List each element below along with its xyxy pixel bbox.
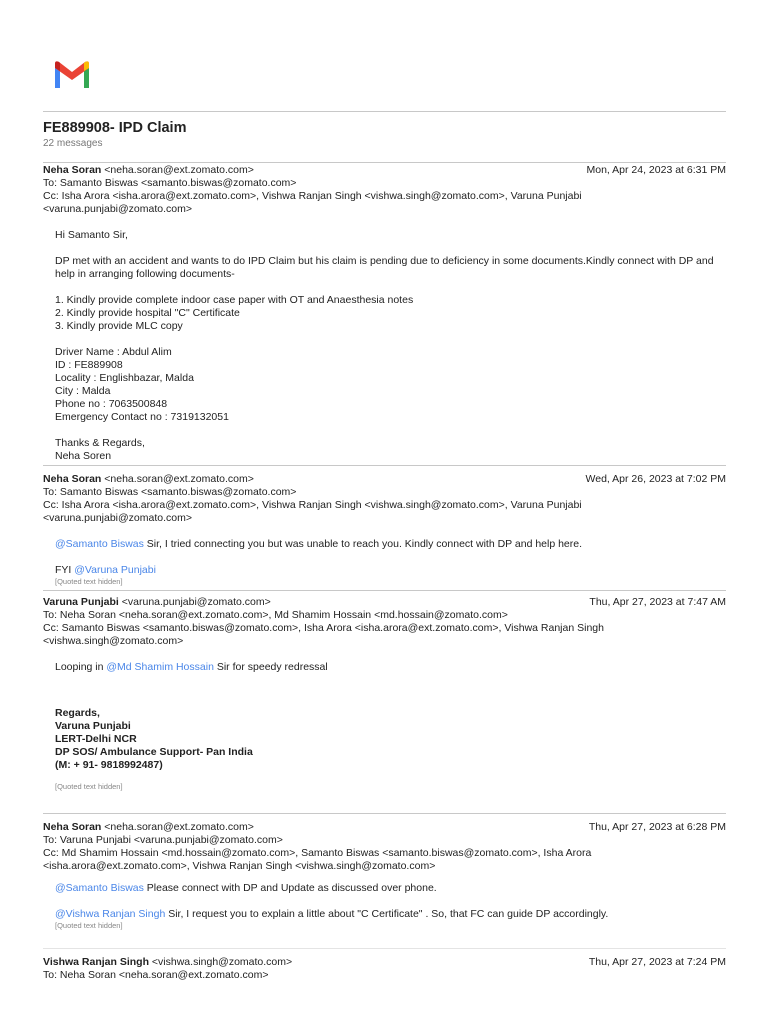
message-divider [43, 813, 726, 814]
quoted-text-toggle[interactable]: [Quoted text hidden] [55, 921, 123, 930]
cc-line: Cc: Isha Arora <isha.arora@ext.zomato.com>, Vishwa Ranjan Singh <vishwa.singh@zomato.com>, Varuna Punjabi <varuna.punjabi@zomato.com> [43, 190, 582, 215]
body-line: help in arranging following documents- [55, 268, 235, 280]
to-line: To: Neha Soran <neha.soran@ext.zomato.com>, Md Shamim Hossain <md.hossain@zomato.com> [43, 609, 508, 621]
body-line: 3. Kindly provide MLC copy [55, 320, 183, 332]
mention-link[interactable]: @Vishwa Ranjan Singh [55, 908, 166, 920]
message-divider [43, 590, 726, 591]
message-date: Wed, Apr 26, 2023 at 7:02 PM [585, 473, 726, 485]
mention-link[interactable]: @Md Shamim Hossain [106, 661, 214, 673]
sender-email: <neha.soran@ext.zomato.com> [104, 164, 254, 176]
message-header [43, 164, 726, 177]
message-divider [43, 948, 726, 949]
body-line: 2. Kindly provide hospital "C" Certificate [55, 307, 240, 319]
body-line: DP met with an accident and wants to do IPD Claim but his claim is pending due to deficiency in some documents.Kindly connect with DP and [55, 255, 714, 267]
sender-name[interactable]: Neha Soran [43, 473, 102, 485]
body-text: Sir, I tried connecting you but was unable to reach you. Kindly connect with DP and help here. [143, 538, 583, 550]
message-header [43, 956, 726, 969]
body-line [55, 538, 726, 551]
message-body [55, 882, 726, 931]
body-text: Sir, I request you to explain a little about "C Certificate" . So, that FC can guide DP accordingly. [165, 908, 609, 920]
message-body [55, 661, 726, 792]
message-date: Thu, Apr 27, 2023 at 7:47 AM [589, 596, 726, 608]
message-date: Thu, Apr 27, 2023 at 6:28 PM [588, 821, 726, 833]
sender-email: <varuna.punjabi@zomato.com> [121, 596, 271, 608]
to-line: To: Samanto Biswas <samanto.biswas@zomato.com> [43, 486, 297, 498]
mention-link[interactable]: @Samanto Biswas [55, 538, 144, 550]
mention-link[interactable]: @Samanto Biswas [55, 882, 144, 894]
body-line: Locality : Englishbazar, Malda [55, 372, 194, 384]
message-divider [43, 465, 726, 466]
message-date: Mon, Apr 24, 2023 at 6:31 PM [586, 164, 726, 176]
signature-line: Regards, [55, 707, 100, 719]
message-header [43, 473, 726, 486]
signature-line: DP SOS/ Ambulance Support- Pan India [55, 746, 253, 758]
cc-line: Cc: Samanto Biswas <samanto.biswas@zomato.com>, Isha Arora <isha.arora@ext.zomato.com>, Vishwa Ranjan Singh [43, 622, 604, 634]
body-line [55, 564, 726, 577]
message-5 [43, 956, 726, 982]
message-header [43, 596, 726, 609]
signature-line: (M: + 91- 9818992487) [55, 759, 163, 771]
quoted-text-toggle[interactable]: [Quoted text hidden] [55, 577, 123, 586]
message-body [55, 229, 726, 463]
body-line [55, 882, 726, 895]
sender-email: <neha.soran@ext.zomato.com> [104, 473, 254, 485]
body-line: 1. Kindly provide complete indoor case paper with OT and Anaesthesia notes [55, 294, 414, 306]
body-line: Phone no : 7063500848 [55, 398, 168, 410]
message-count: 22 messages [43, 138, 103, 149]
cc-line-cont: <vishwa.singh@zomato.com> [43, 635, 184, 647]
body-text: Please connect with DP and Update as discussed over phone. [143, 882, 437, 894]
mention-link[interactable]: @Varuna Punjabi [74, 564, 156, 576]
sender-email: <vishwa.singh@zomato.com> [151, 956, 293, 968]
cc-line: Cc: Isha Arora <isha.arora@ext.zomato.com>, Vishwa Ranjan Singh <vishwa.singh@zomato.com>, Varuna Punjabi <varuna.punjabi@zomato.com> [43, 499, 582, 524]
message-date: Thu, Apr 27, 2023 at 7:24 PM [588, 956, 726, 968]
thread-subject: FE889908- IPD Claim [43, 120, 187, 136]
gmail-logo-icon [52, 58, 92, 90]
quoted-text-toggle[interactable]: [Quoted text hidden] [55, 782, 123, 791]
message-4 [43, 821, 726, 931]
body-line [55, 908, 726, 921]
cc-line-cont: <isha.arora@ext.zomato.com>, Vishwa Ranjan Singh <vishwa.singh@zomato.com> [43, 860, 436, 872]
body-line: ID : FE889908 [55, 359, 123, 371]
header-divider [43, 111, 726, 112]
body-line: Emergency Contact no : 7319132051 [55, 411, 229, 423]
cc-line: Cc: Md Shamim Hossain <md.hossain@zomato.com>, Samanto Biswas <samanto.biswas@zomato.com>, Isha Arora [43, 847, 592, 859]
body-line: Neha Soren [55, 450, 112, 462]
sender-name[interactable]: Varuna Punjabi [43, 596, 119, 608]
message-2 [43, 473, 726, 587]
message-header [43, 821, 726, 834]
message-1 [43, 164, 726, 463]
body-line: City : Malda [55, 385, 111, 397]
body-text: Sir for speedy redressal [213, 661, 328, 673]
message-divider [43, 162, 726, 163]
to-line: To: Varuna Punjabi <varuna.punjabi@zomato.com> [43, 834, 283, 846]
body-line: Driver Name : Abdul Alim [55, 346, 172, 358]
body-line [55, 661, 726, 674]
body-line: Hi Samanto Sir, [55, 229, 128, 241]
signature-line: Varuna Punjabi [55, 720, 131, 732]
signature-line: LERT-Delhi NCR [55, 733, 137, 745]
message-body [55, 538, 726, 587]
to-line: To: Neha Soran <neha.soran@ext.zomato.com> [43, 969, 269, 981]
to-line: To: Samanto Biswas <samanto.biswas@zomato.com> [43, 177, 297, 189]
sender-name[interactable]: Vishwa Ranjan Singh [43, 956, 149, 968]
message-3 [43, 596, 726, 792]
sender-name[interactable]: Neha Soran [43, 164, 102, 176]
body-line: Thanks & Regards, [55, 437, 145, 449]
sender-name[interactable]: Neha Soran [43, 821, 102, 833]
body-text: FYI [55, 564, 75, 576]
sender-email: <neha.soran@ext.zomato.com> [104, 821, 254, 833]
body-text: Looping in [55, 661, 107, 673]
